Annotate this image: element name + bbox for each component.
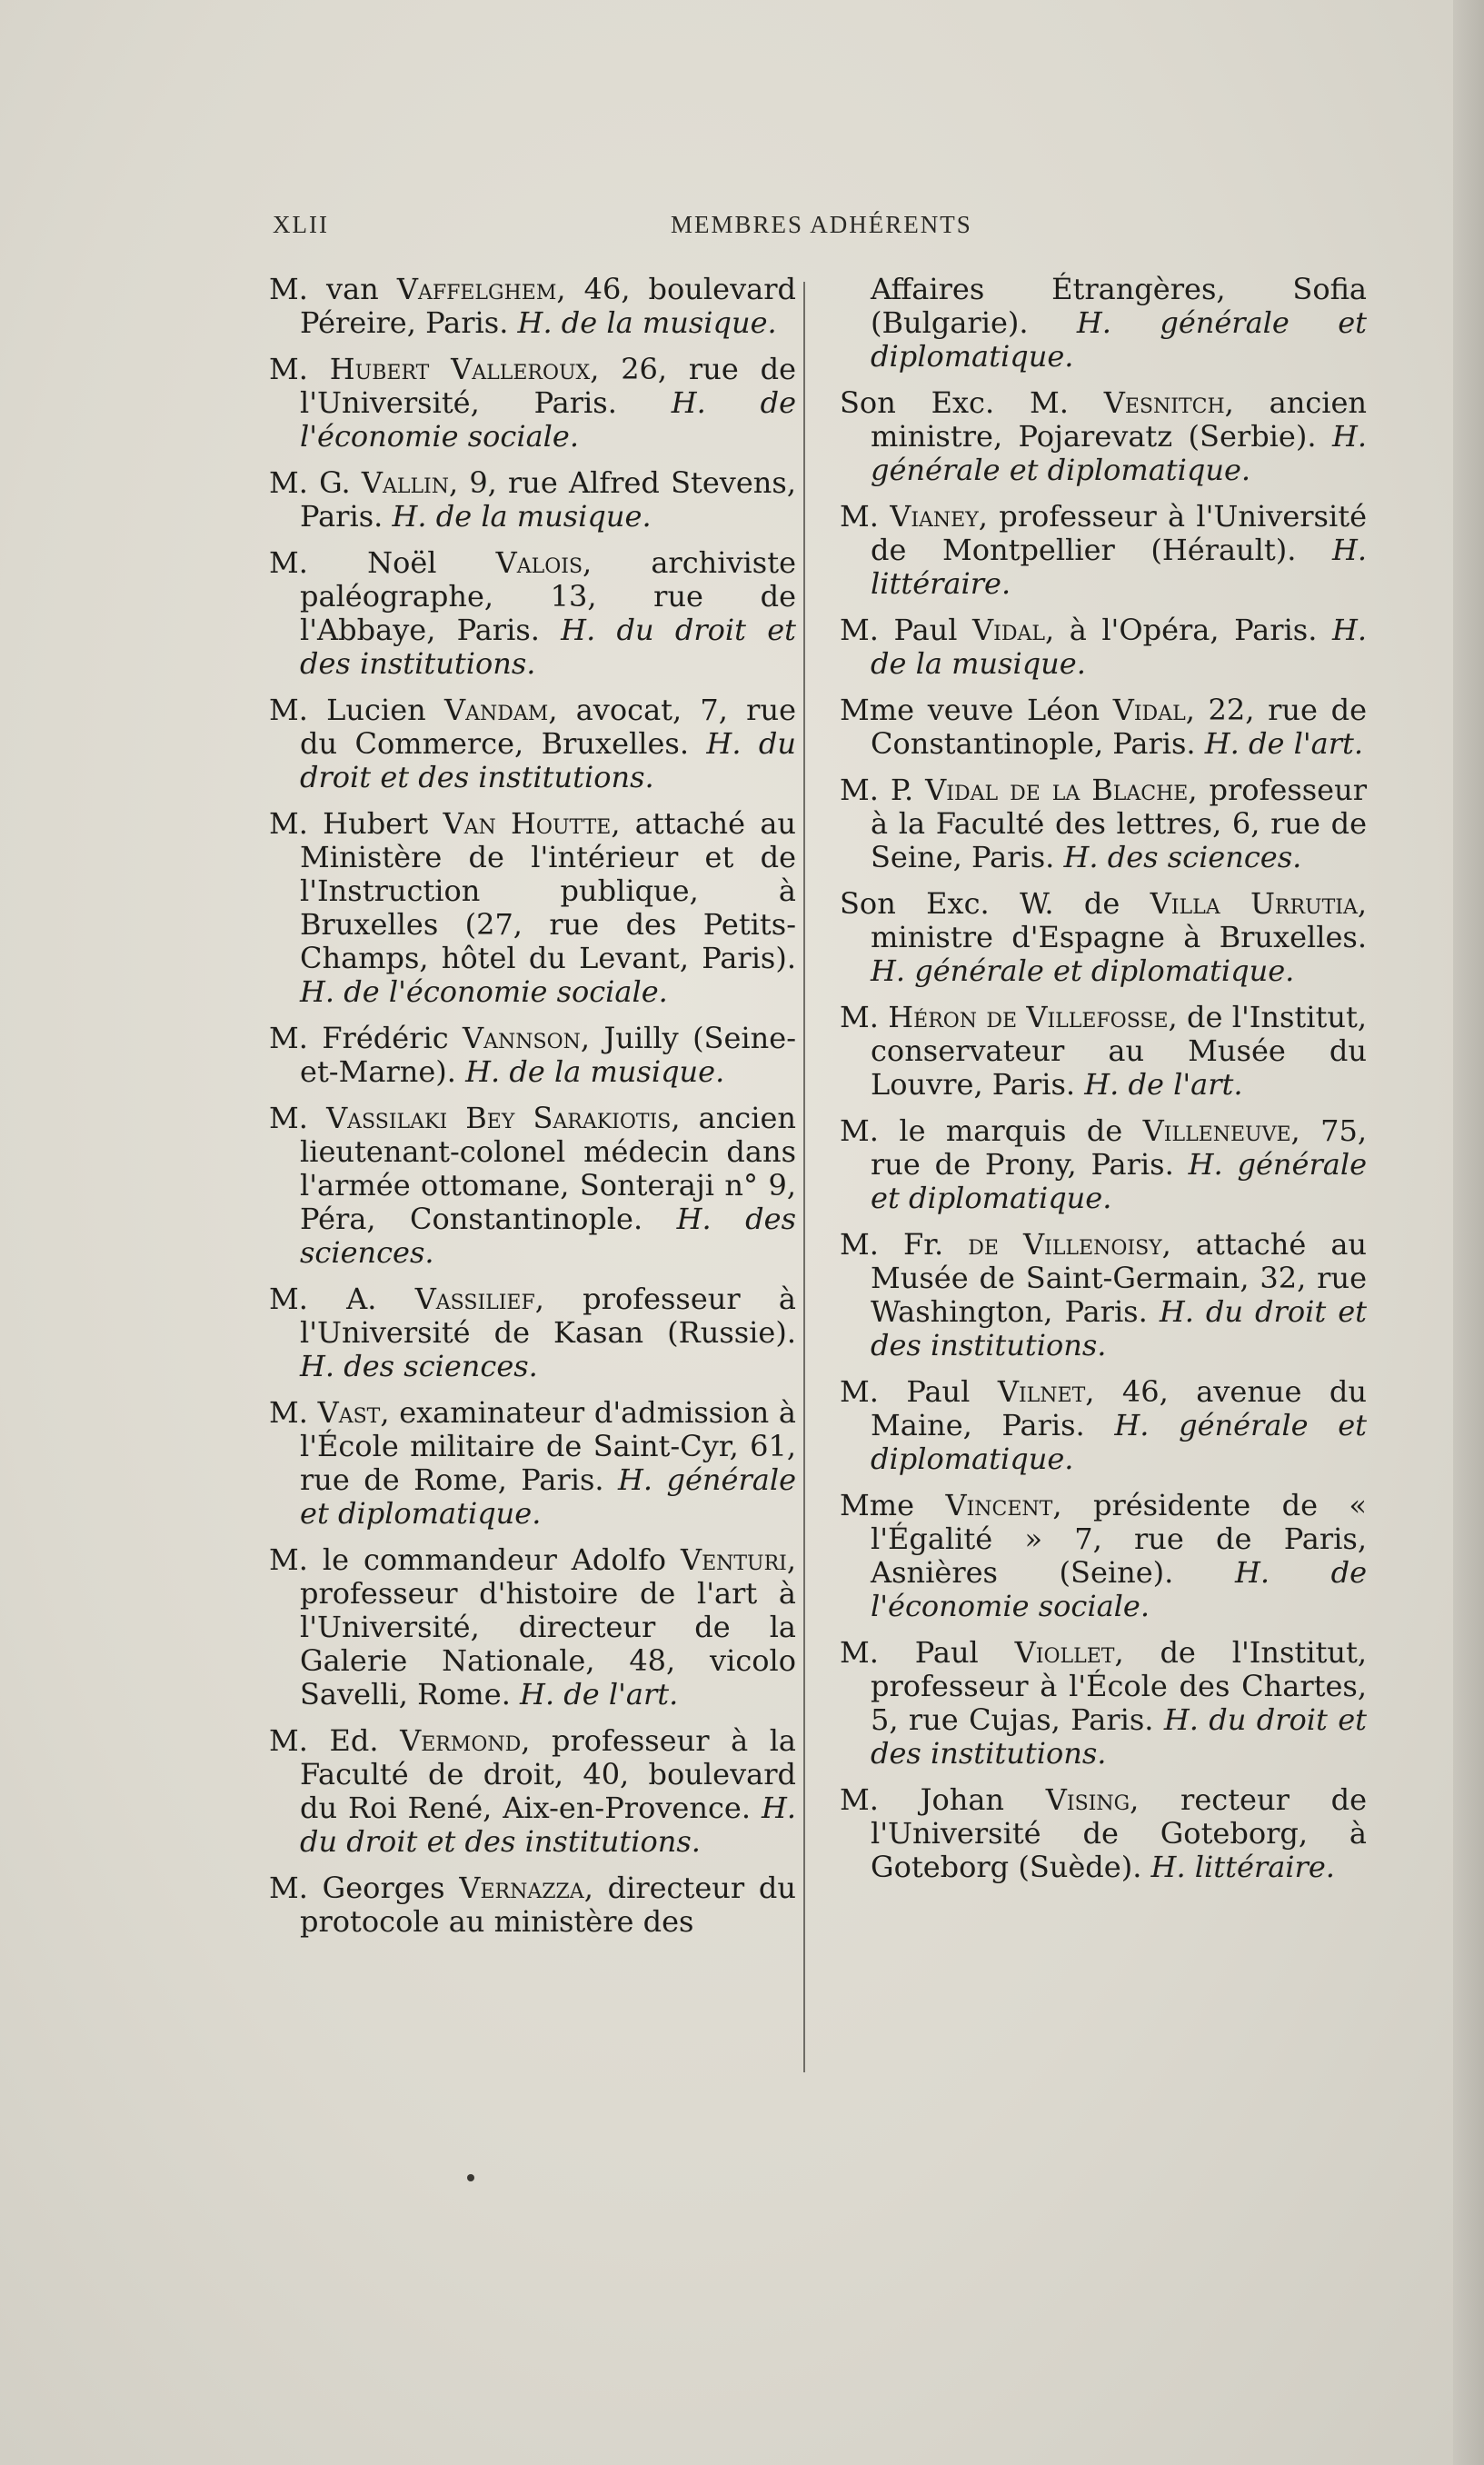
member-entry-continuation: Affaires Étrangères, Sofia (Bulgarie). H. générale et diplomatique. — [871, 272, 1367, 374]
member-entry: Mme veuve Léon Vidal, 22, rue de Constantinople, Paris. H. de l'art. — [840, 693, 1368, 761]
member-entry: M. Héron de Villefosse, de l'Institut, conservateur au Musée du Louvre, Paris. H. de l'art. — [840, 1000, 1368, 1102]
page-edge — [1453, 0, 1484, 2465]
member-entry: M. G. Vallin, 9, rue Alfred Stevens, Paris. H. de la musique. — [269, 465, 797, 534]
ink-speck — [467, 2174, 474, 2181]
member-entry: M. Noël Valois, archiviste paléographe, 13, rue de l'Abbaye, Paris. H. du droit et des institutions. — [269, 545, 797, 681]
member-entry: M. A. Vassilief, professeur à l'Université de Kasan (Russie). H. des sciences. — [269, 1282, 796, 1383]
left-column — [269, 273, 796, 1951]
member-entry: M. Paul Vidal, à l'Opéra, Paris. H. de la musique. — [840, 613, 1368, 681]
member-entry: M. Johan Vising, recteur de l'Université de Goteborg, à Goteborg (Suède). H. littéraire. — [840, 1782, 1368, 1884]
member-entry: M. Vast, examinateur d'admission à l'École militaire de Saint-Cyr, 61, rue de Rome, Paris. H. générale et diplomatique. — [269, 1395, 797, 1531]
member-entry: M. P. Vidal de la Blache, professeur à la Faculté des lettres, 6, rue de Seine, Paris. H. des sciences. — [840, 773, 1368, 874]
page-number: XLII — [273, 211, 329, 238]
member-entry: M. Frédéric Vannson, Juilly (Seine-et-Marne). H. de la musique. — [269, 1021, 796, 1089]
member-entry: M. Paul Viollet, de l'Institut, professeur à l'École des Chartes, 5, rue Cujas, Paris. H. du droit et des institutions. — [840, 1635, 1368, 1771]
column-divider — [803, 282, 805, 2072]
member-entry: Mme Vincent, présidente de « l'Égalité » 7, rue de Paris, Asnières (Seine). H. de l'économie sociale. — [840, 1488, 1368, 1623]
right-column — [840, 273, 1367, 1897]
member-entry: Son Exc. M. Vesnitch, ancien ministre, Pojarevatz (Serbie). H. générale et diplomatique. — [840, 385, 1368, 487]
member-entry: M. van Vaffelghem, 46, boulevard Péreire, Paris. H. de la musique. — [269, 272, 797, 340]
member-entry: M. Lucien Vandam, avocat, 7, rue du Commerce, Bruxelles. H. du droit et des institutions. — [269, 693, 797, 794]
member-entry: M. Vianey, professeur à l'Université de Montpellier (Hérault). H. littéraire. — [840, 499, 1368, 601]
member-entry: M. Paul Vilnet, 46, avenue du Maine, Paris. H. générale et diplomatique. — [840, 1374, 1368, 1476]
member-entry: M. Hubert Van Houtte, attaché au Ministère de l'intérieur et de l'Instruction publique, à Bruxelles (27, rue des Petits-Champs, hôtel du Levant, Paris). H. de l'économie sociale. — [269, 806, 797, 1009]
member-entry: M. Ed. Vermond, professeur à la Faculté de droit, 40, boulevard du Roi René, Aix-en-Provence. H. du droit et des institutions. — [269, 1723, 797, 1859]
member-entry: M. le marquis de Villeneuve, 75, rue de Prony, Paris. H. générale et diplomatique. — [840, 1113, 1368, 1215]
member-entry: M. Georges Vernazza, directeur du protocole au ministère des — [269, 1871, 797, 1939]
member-entry: M. Hubert Valleroux, 26, rue de l'Université, Paris. H. de l'économie sociale. — [269, 352, 797, 454]
member-entry: M. Vassilaki Bey Sarakiotis, ancien lieutenant-colonel médecin dans l'armée ottomane, Sonteraji n° 9, Péra, Constantinople. H. des sciences. — [269, 1101, 797, 1270]
member-entry: M. le commandeur Adolfo Venturi, professeur d'histoire de l'art à l'Université, directeur de la Galerie Nationale, 48, vicolo Savelli, Rome. H. de l'art. — [269, 1542, 797, 1712]
page-header — [273, 211, 1054, 247]
running-head: MEMBRES ADHÉRENTS — [671, 211, 972, 238]
member-entry: M. Fr. de Villenoisy, attaché au Musée de Saint-Germain, 32, rue Washington, Paris. H. du droit et des institutions. — [840, 1227, 1368, 1362]
member-entry: Son Exc. W. de Villa Urrutia, ministre d'Espagne à Bruxelles. H. générale et diplomatique. — [840, 886, 1368, 988]
